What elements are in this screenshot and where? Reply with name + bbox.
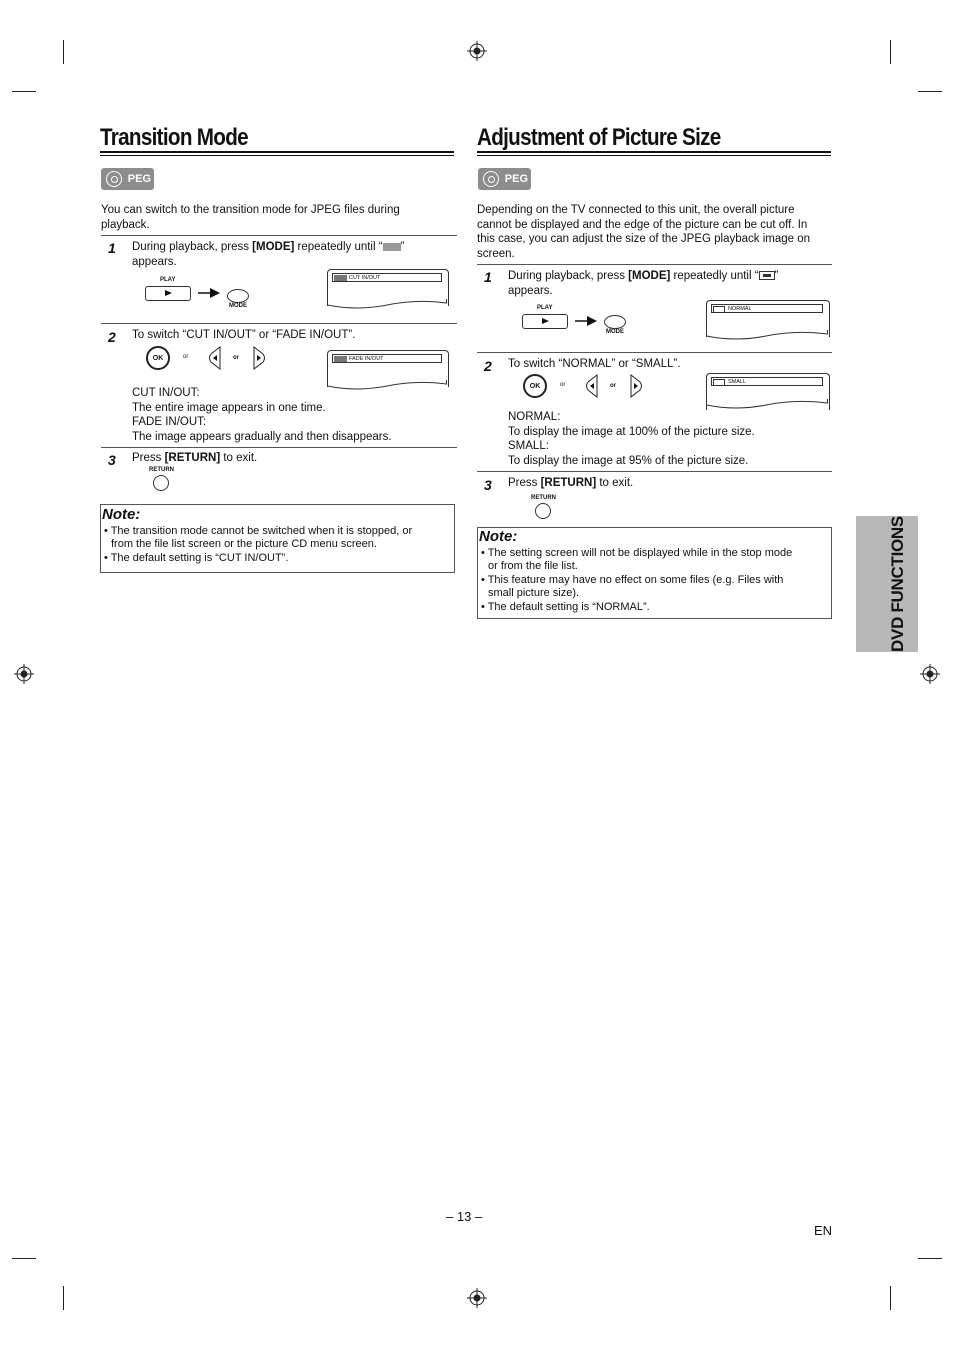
step-1-text: During playback, press [MODE] repeatedly until “ ” appears.	[132, 241, 405, 268]
mode-label: MODE	[606, 329, 624, 335]
arrow-right-icon	[575, 315, 597, 327]
note-item: • The setting screen will not be displayed while in the stop mode or from the file list. • This feature may have no effect on some files (e.g. Files with small picture size). • The default setting is “NORMAL”.	[481, 547, 793, 613]
return-label: RETURN	[149, 467, 174, 473]
step-number: 1	[108, 240, 116, 256]
note-item: • The transition mode cannot be switched when it is stopped, or from the file list screen or the picture CD menu screen. • The default setting is “CUT IN/OUT”.	[104, 525, 413, 564]
right-arrow-button[interactable]	[630, 374, 644, 398]
page-number: – 13 –	[446, 1209, 483, 1224]
title-rule	[100, 151, 454, 153]
jpeg-mode-icon	[334, 356, 347, 362]
note-title: Note:	[479, 528, 518, 545]
arrow-right-icon	[198, 287, 220, 299]
jpeg-badge: PEG	[478, 168, 531, 190]
osd-edge	[327, 299, 447, 311]
play-button[interactable]	[522, 314, 568, 329]
play-label: PLAY	[537, 305, 553, 311]
left-arrow-button[interactable]	[207, 346, 221, 370]
step-2-text: To switch “NORMAL” or “SMALL”.	[508, 358, 681, 370]
return-button[interactable]	[153, 475, 169, 491]
title-rule	[100, 155, 454, 156]
return-label: RETURN	[531, 495, 556, 501]
osd-bar: NORMAL	[711, 304, 823, 313]
or-label: or	[560, 382, 566, 388]
disc-icon	[483, 171, 499, 187]
return-button[interactable]	[535, 503, 551, 519]
mode-button[interactable]	[604, 315, 626, 329]
step-number: 2	[484, 358, 492, 374]
or-label: or	[233, 355, 239, 361]
osd-bar: SMALL	[711, 377, 823, 386]
disc-icon	[106, 171, 122, 187]
section-side-tab: DVD FUNCTIONS	[856, 516, 918, 652]
note-title: Note:	[102, 506, 141, 523]
registration-mark-icon	[920, 664, 940, 684]
right-arrow-button[interactable]	[253, 346, 267, 370]
step-number: 3	[108, 452, 116, 468]
ok-button[interactable]: OK	[523, 374, 547, 398]
divider	[101, 323, 457, 324]
crop-mark	[890, 40, 891, 64]
registration-mark-icon	[467, 41, 487, 61]
step-2-description: CUT IN/OUT: The entire image appears in one time. FADE IN/OUT: The image appears gradually and then disappears.	[132, 387, 392, 443]
step-2-text: To switch “CUT IN/OUT” or “FADE IN/OUT”.	[132, 329, 356, 341]
intro-text: Depending on the TV connected to this unit, the overall picture cannot be displayed and the edge of the picture can be cut off. In this case, you can adjust the size of the JPEG playback image on screen.	[477, 204, 811, 260]
crop-mark	[63, 40, 64, 64]
divider	[477, 471, 832, 472]
section-title: Adjustment of Picture Size	[477, 124, 721, 151]
osd-bar: CUT IN/OUT	[332, 273, 442, 282]
divider	[477, 352, 832, 353]
mode-label: MODE	[229, 303, 247, 309]
osd-bar: FADE IN/OUT	[332, 354, 442, 363]
picture-size-icon	[713, 379, 725, 386]
crop-mark	[12, 91, 36, 92]
crop-mark	[12, 1258, 36, 1259]
title-rule	[477, 151, 831, 153]
language-label: EN	[814, 1223, 833, 1238]
step-3-text: Press [RETURN] to exit.	[132, 452, 258, 464]
play-label: PLAY	[160, 277, 176, 283]
jpeg-mode-icon	[334, 275, 347, 281]
step-3-text: Press [RETURN] to exit.	[508, 477, 634, 489]
jpeg-mode-icon	[383, 243, 401, 251]
crop-mark	[63, 1286, 64, 1310]
intro-text: You can switch to the transition mode for JPEG files during playback.	[101, 204, 400, 231]
crop-mark	[890, 1286, 891, 1310]
step-1-text: During playback, press [MODE] repeatedly until “ ” appears.	[508, 270, 779, 297]
divider	[477, 264, 832, 265]
or-label: or	[183, 354, 189, 360]
ok-button[interactable]: OK	[146, 346, 170, 370]
divider	[101, 447, 457, 448]
title-rule	[477, 155, 831, 156]
picture-size-icon	[759, 271, 775, 280]
step-number: 3	[484, 477, 492, 493]
crop-mark	[918, 91, 942, 92]
registration-mark-icon	[14, 664, 34, 684]
step-2-description: NORMAL: To display the image at 100% of the picture size. SMALL: To display the image at 95% of the picture size.	[508, 411, 755, 467]
left-arrow-button[interactable]	[584, 374, 598, 398]
or-label: or	[610, 383, 616, 389]
crop-mark	[918, 1258, 942, 1259]
osd-edge	[706, 330, 828, 342]
mode-button[interactable]	[227, 289, 249, 303]
step-number: 1	[484, 269, 492, 285]
registration-mark-icon	[467, 1288, 487, 1308]
step-number: 2	[108, 329, 116, 345]
play-button[interactable]	[145, 286, 191, 301]
picture-size-icon	[713, 306, 725, 313]
divider	[101, 235, 457, 236]
section-title: Transition Mode	[100, 124, 248, 151]
jpeg-badge: PEG	[101, 168, 154, 190]
